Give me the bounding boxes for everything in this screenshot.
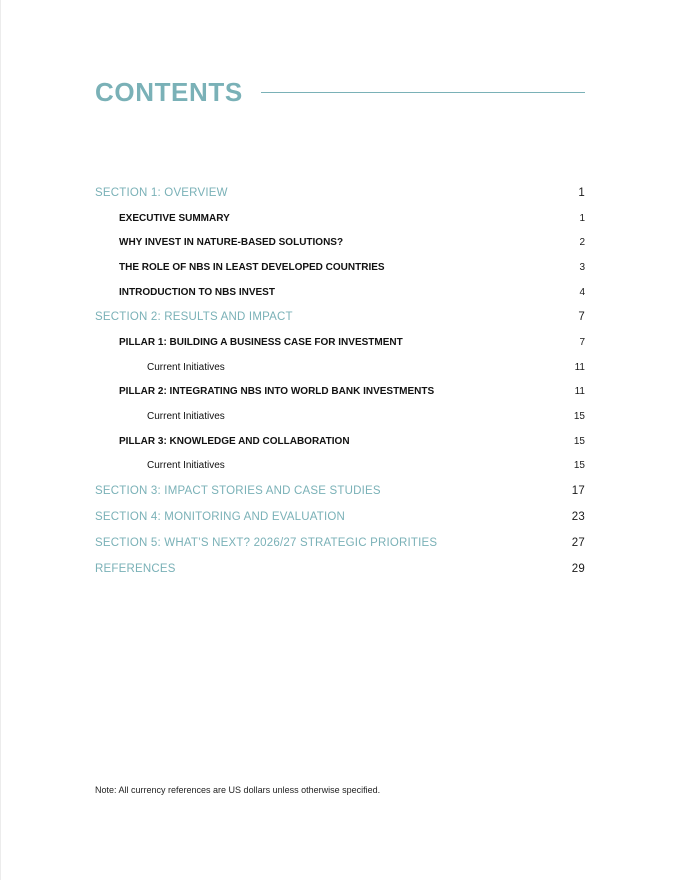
toc-subsection-entry[interactable] bbox=[95, 280, 585, 305]
toc-subsection-entry[interactable] bbox=[95, 380, 585, 405]
toc-subsubsection-entry[interactable] bbox=[95, 453, 585, 478]
toc-subsection-entry[interactable] bbox=[95, 429, 585, 454]
toc-entry-label: PILLAR 2: INTEGRATING NBS INTO WORLD BANK INVESTMENTS bbox=[119, 386, 435, 398]
table-of-contents bbox=[95, 180, 585, 582]
contents-header bbox=[95, 76, 585, 108]
toc-entry-label: EXECUTIVE SUMMARY bbox=[119, 212, 230, 224]
toc-entry-label: Current Initiatives bbox=[147, 361, 225, 373]
title-rule bbox=[261, 92, 585, 93]
toc-page-number: 4 bbox=[579, 286, 585, 298]
toc-page-number: 7 bbox=[579, 337, 585, 349]
toc-page-number: 3 bbox=[579, 261, 585, 273]
toc-entry-label: SECTION 4: MONITORING AND EVALUATION bbox=[95, 510, 346, 523]
toc-page-number: 15 bbox=[573, 460, 585, 472]
toc-section-entry[interactable] bbox=[95, 530, 585, 556]
toc-page-number: 29 bbox=[571, 562, 585, 575]
toc-page-number: 15 bbox=[573, 410, 585, 422]
toc-page-number: 23 bbox=[571, 510, 585, 523]
page-edge bbox=[0, 0, 1, 880]
toc-page-number: 17 bbox=[571, 484, 585, 497]
toc-subsection-entry[interactable] bbox=[95, 255, 585, 280]
toc-section-entry[interactable] bbox=[95, 180, 585, 206]
toc-section-entry[interactable] bbox=[95, 478, 585, 504]
toc-page-number: 2 bbox=[579, 237, 585, 249]
toc-page-number: 27 bbox=[571, 536, 585, 549]
toc-subsection-entry[interactable] bbox=[95, 231, 585, 256]
toc-section-entry[interactable] bbox=[95, 556, 585, 582]
toc-entry-label: SECTION 3: IMPACT STORIES AND CASE STUDIES bbox=[95, 484, 381, 497]
toc-entry-label: PILLAR 3: KNOWLEDGE AND COLLABORATION bbox=[119, 435, 350, 447]
toc-entry-label: INTRODUCTION TO NBS INVEST bbox=[119, 286, 275, 298]
toc-entry-label: REFERENCES bbox=[95, 562, 176, 575]
toc-page-number: 11 bbox=[574, 386, 585, 398]
toc-entry-label: SECTION 2: RESULTS AND IMPACT bbox=[95, 311, 293, 324]
toc-page-number: 7 bbox=[578, 311, 585, 324]
toc-page-number: 1 bbox=[579, 212, 585, 224]
toc-entry-label: WHY INVEST IN NATURE-BASED SOLUTIONS? bbox=[119, 237, 344, 249]
toc-page-number: 1 bbox=[578, 187, 585, 199]
toc-subsection-entry[interactable] bbox=[95, 206, 585, 231]
toc-page-number: 15 bbox=[573, 435, 585, 447]
toc-subsubsection-entry[interactable] bbox=[95, 404, 585, 429]
toc-entry-label: Current Initiatives bbox=[147, 460, 225, 472]
toc-entry-label: PILLAR 1: BUILDING A BUSINESS CASE FOR INVESTMENT bbox=[119, 337, 403, 349]
toc-entry-label: Current Initiatives bbox=[147, 410, 225, 422]
toc-section-entry[interactable] bbox=[95, 504, 585, 530]
footnote: Note: All currency references are US dollars unless otherwise specified. bbox=[95, 785, 381, 795]
page-title: CONTENTS bbox=[95, 76, 243, 107]
toc-section-entry[interactable] bbox=[95, 304, 585, 330]
toc-subsection-entry[interactable] bbox=[95, 330, 585, 355]
toc-subsubsection-entry[interactable] bbox=[95, 355, 585, 380]
toc-entry-label: SECTION 1: OVERVIEW bbox=[95, 187, 228, 199]
toc-entry-label: THE ROLE OF NBS IN LEAST DEVELOPED COUNTRIES bbox=[119, 261, 385, 273]
toc-entry-label: SECTION 5: WHAT’S NEXT? 2026/27 STRATEGIC PRIORITIES bbox=[95, 536, 438, 549]
toc-page-number: 11 bbox=[574, 361, 585, 373]
